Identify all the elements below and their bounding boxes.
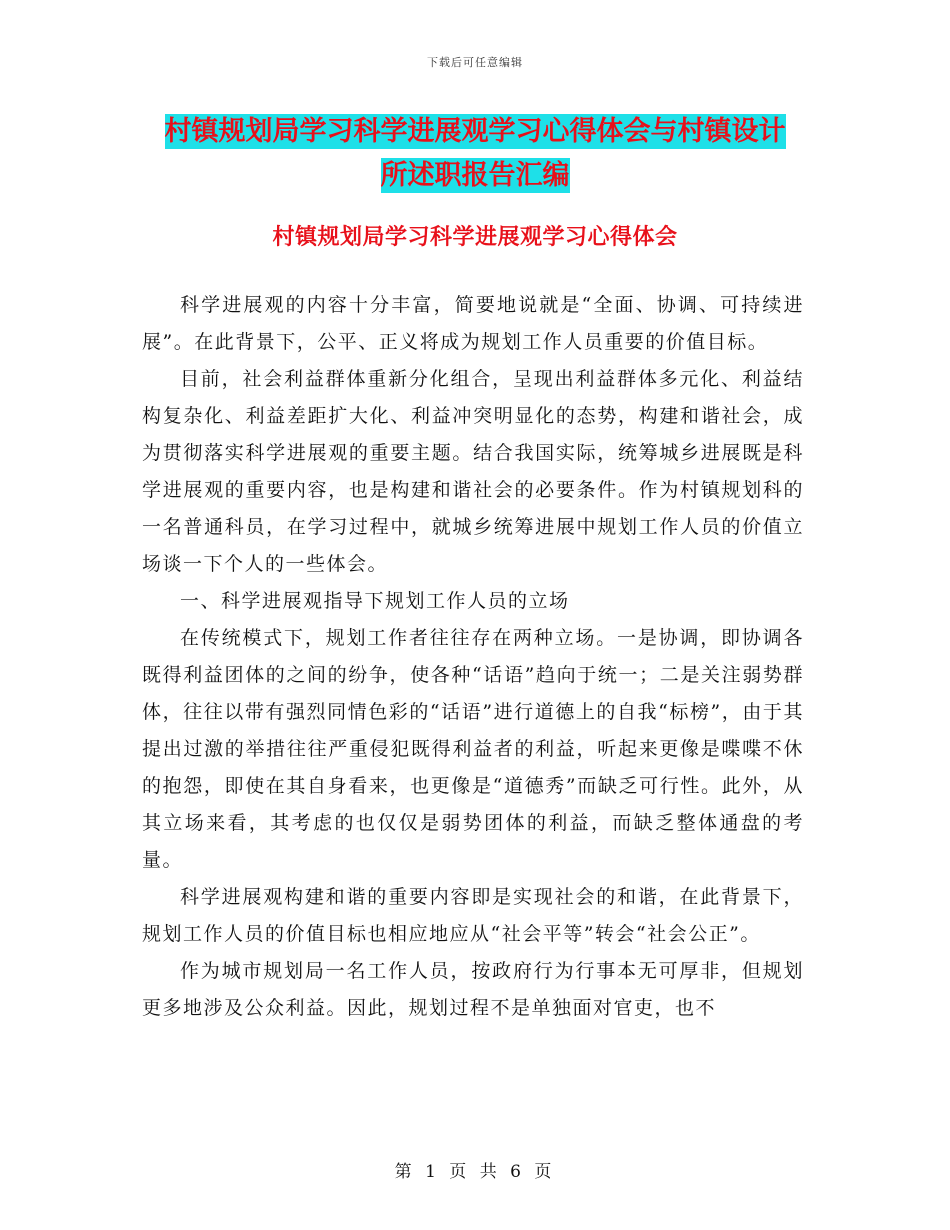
section-title: 村镇规划局学习科学进展观学习心得体会 xyxy=(272,224,678,250)
title-line-2: 所述职报告汇编 xyxy=(380,160,570,191)
title-line-1: 村镇规划局学习科学进展观学习心得体会与村镇设计 xyxy=(164,116,786,147)
paragraph: 科学进展观构建和谐的重要内容即是实现社会的和谐，在此背景下，规划工作人员的价值目标也相应地应从“社会平等”转会“社会公正”。 xyxy=(142,886,804,945)
body-text xyxy=(142,287,804,1027)
page-number: 第 1 页 共 6 页 xyxy=(394,1162,556,1182)
paragraph: 目前，社会利益群体重新分化组合，呈现出利益群体多元化、利益结构复杂化、利益差距扩大化、利益冲突明显化的态势，构建和谐社会，成为贯彻落实科学进展观的重要主题。结合我国实际，统筹城乡进展既是科学进展观的重要内容，也是构建和谐社会的必要条件。作为村镇规划科的一名普通科员，在学习过程中，就城乡统筹进展中规划工作人员的价值立场谈一下个人的一些体会。 xyxy=(142,368,804,575)
document-title xyxy=(140,110,810,198)
section-heading: 一、科学进展观指导下规划工作人员的立场 xyxy=(180,590,570,612)
header-note: 下载后可任意编辑 xyxy=(427,56,523,69)
paragraph: 在传统模式下，规划工作者往往存在两种立场。一是协调，即协调各既得利益团体的之间的纷争，使各种“话语”趋向于统一；二是关注弱势群体，往往以带有强烈同情色彩的“话语”进行道德上的自我“标榜”，由于其提出过激的举措往往严重侵犯既得利益者的利益，听起来更像是喋喋不休的抱怨，即使在其自身看来，也更像是“道德秀”而缺乏可行性。此外，从其立场来看，其考虑的也仅仅是弱势团体的利益，而缺乏整体通盘的考量。 xyxy=(142,627,804,871)
paragraph: 科学进展观的内容十分丰富，简要地说就是“全面、协调、可持续进展”。在此背景下，公平、正义将成为规划工作人员重要的价值目标。 xyxy=(142,294,804,353)
paragraph: 作为城市规划局一名工作人员，按政府行为行事本无可厚非，但规划更多地涉及公众利益。因此，规划过程不是单独面对官吏，也不 xyxy=(142,960,804,1019)
